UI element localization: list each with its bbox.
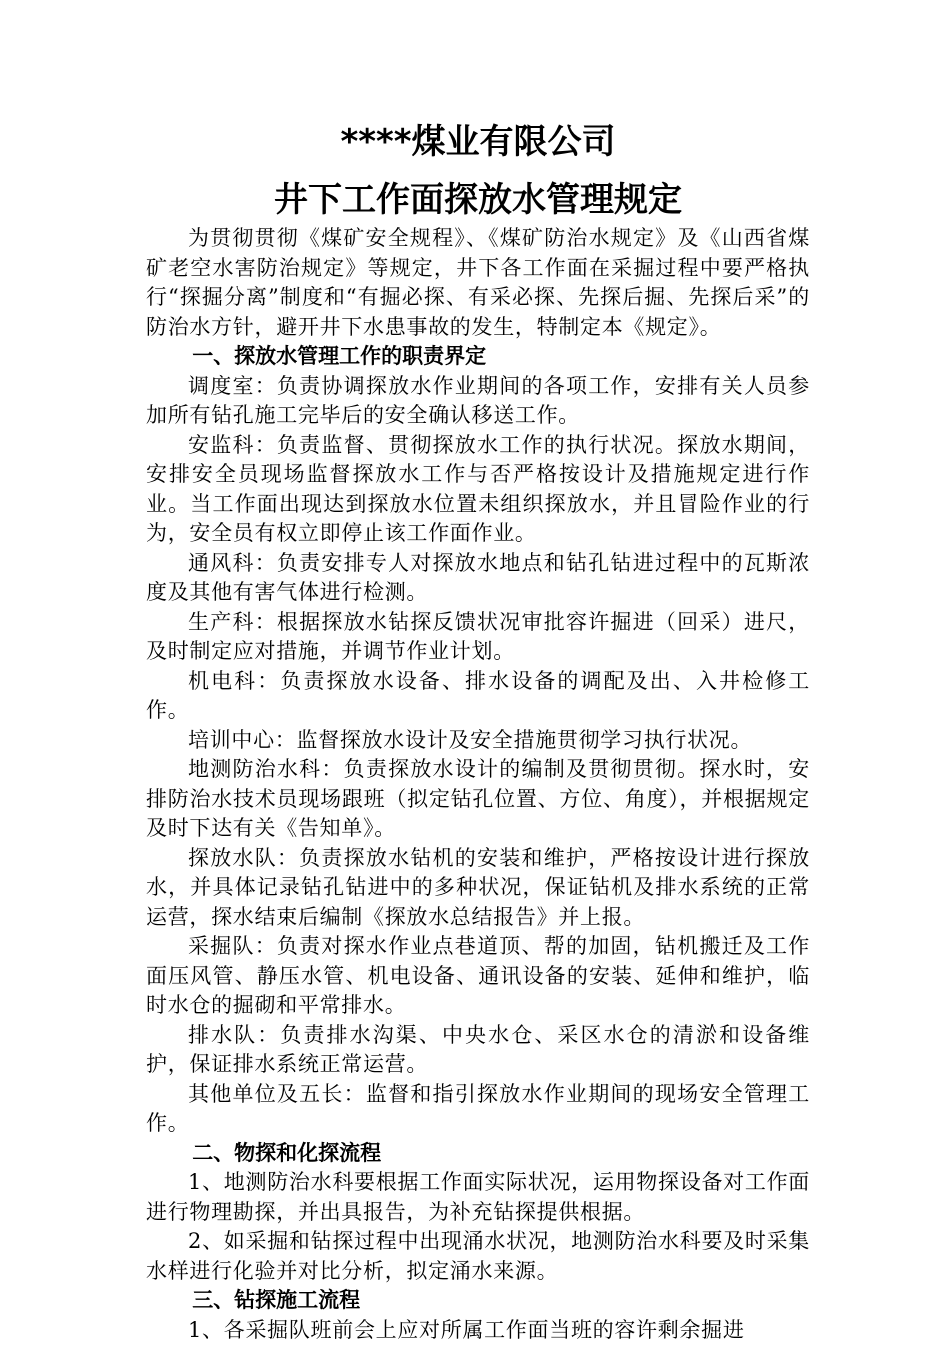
company-title: ****煤业有限公司 <box>146 120 810 164</box>
duty-safety: 安监科：负责监督、贯彻探放水工作的执行状况。探放水期间，安排安全员现场监督探放水工作与否严格按设计及措施规定进行作业。当工作面出现达到探放水位置未组织探放水，并且冒险作业的行为，安全员有权立即停止该工作面作业。 <box>146 431 810 549</box>
duty-drainage-team: 探放水队：负责探放水钻机的安装和维护，严格按设计进行探放水，并具体记录钻孔钻进中的多种状况，保证钻机及排水系统的正常运营，探水结束后编制《探放水总结报告》并上报。 <box>146 844 810 933</box>
regulation-title: 井下工作面探放水管理规定 <box>146 178 810 222</box>
section-heading-exploration: 二、物探和化探流程 <box>146 1139 810 1169</box>
exploration-step-2: 2、如采掘和钻探过程中出现涌水状况，地测防治水科要及时采集水样进行化验并对比分析，拟定涌水来源。 <box>146 1227 810 1286</box>
duty-production: 生产科：根据探放水钻探反馈状况审批容许掘进（回采）进尺，及时制定应对措施，并调节作业计划。 <box>146 608 810 667</box>
duty-ventilation: 通风科：负责安排专人对探放水地点和钻孔钻进过程中的瓦斯浓度及其他有害气体进行检测。 <box>146 549 810 608</box>
duty-training: 培训中心：监督探放水设计及安全措施贯彻学习执行状况。 <box>146 726 810 756</box>
duty-geology: 地测防治水科：负责探放水设计的编制及贯彻贯彻。探水时，安排防治水技术员现场跟班（拟定钻孔位置、方位、角度），并根据规定及时下达有关《告知单》。 <box>146 755 810 844</box>
duty-dispatch: 调度室：负责协调探放水作业期间的各项工作，安排有关人员参加所有钻孔施工完毕后的安全确认移送工作。 <box>146 372 810 431</box>
duty-others: 其他单位及五长：监督和指引探放水作业期间的现场安全管理工作。 <box>146 1080 810 1139</box>
section-heading-responsibilities: 一、探放水管理工作的职责界定 <box>146 342 810 372</box>
intro-paragraph: 为贯彻贯彻《煤矿安全规程》、《煤矿防治水规定》及《山西省煤矿老空水害防治规定》等规定，井下各工作面在采掘过程中要严格执行“探掘分离”制度和“有掘必探、有采必探、先探后掘、先探后采”的防治水方针，避开井下水患事故的发生，特制定本《规定》。 <box>146 224 810 342</box>
exploration-step-1: 1、地测防治水科要根据工作面实际状况，运用物探设备对工作面进行物理勘探，并出具报告，为补充钻探提供根据。 <box>146 1168 810 1227</box>
duty-pumping-team: 排水队：负责排水沟渠、中央水仓、采区水仓的清淤和设备维护，保证排水系统正常运营。 <box>146 1021 810 1080</box>
duty-mechanical: 机电科：负责探放水设备、排水设备的调配及出、入井检修工作。 <box>146 667 810 726</box>
document-body <box>146 224 810 1345</box>
drilling-step-1: 1、各采掘队班前会上应对所属工作面当班的容许剩余掘进 <box>146 1316 810 1345</box>
duty-mining-team: 采掘队：负责对探水作业点巷道顶、帮的加固，钻机搬迁及工作面压风管、静压水管、机电设备、通讯设备的安装、延伸和维护，临时水仓的掘砌和平常排水。 <box>146 932 810 1021</box>
section-heading-drilling: 三、钻探施工流程 <box>146 1286 810 1316</box>
